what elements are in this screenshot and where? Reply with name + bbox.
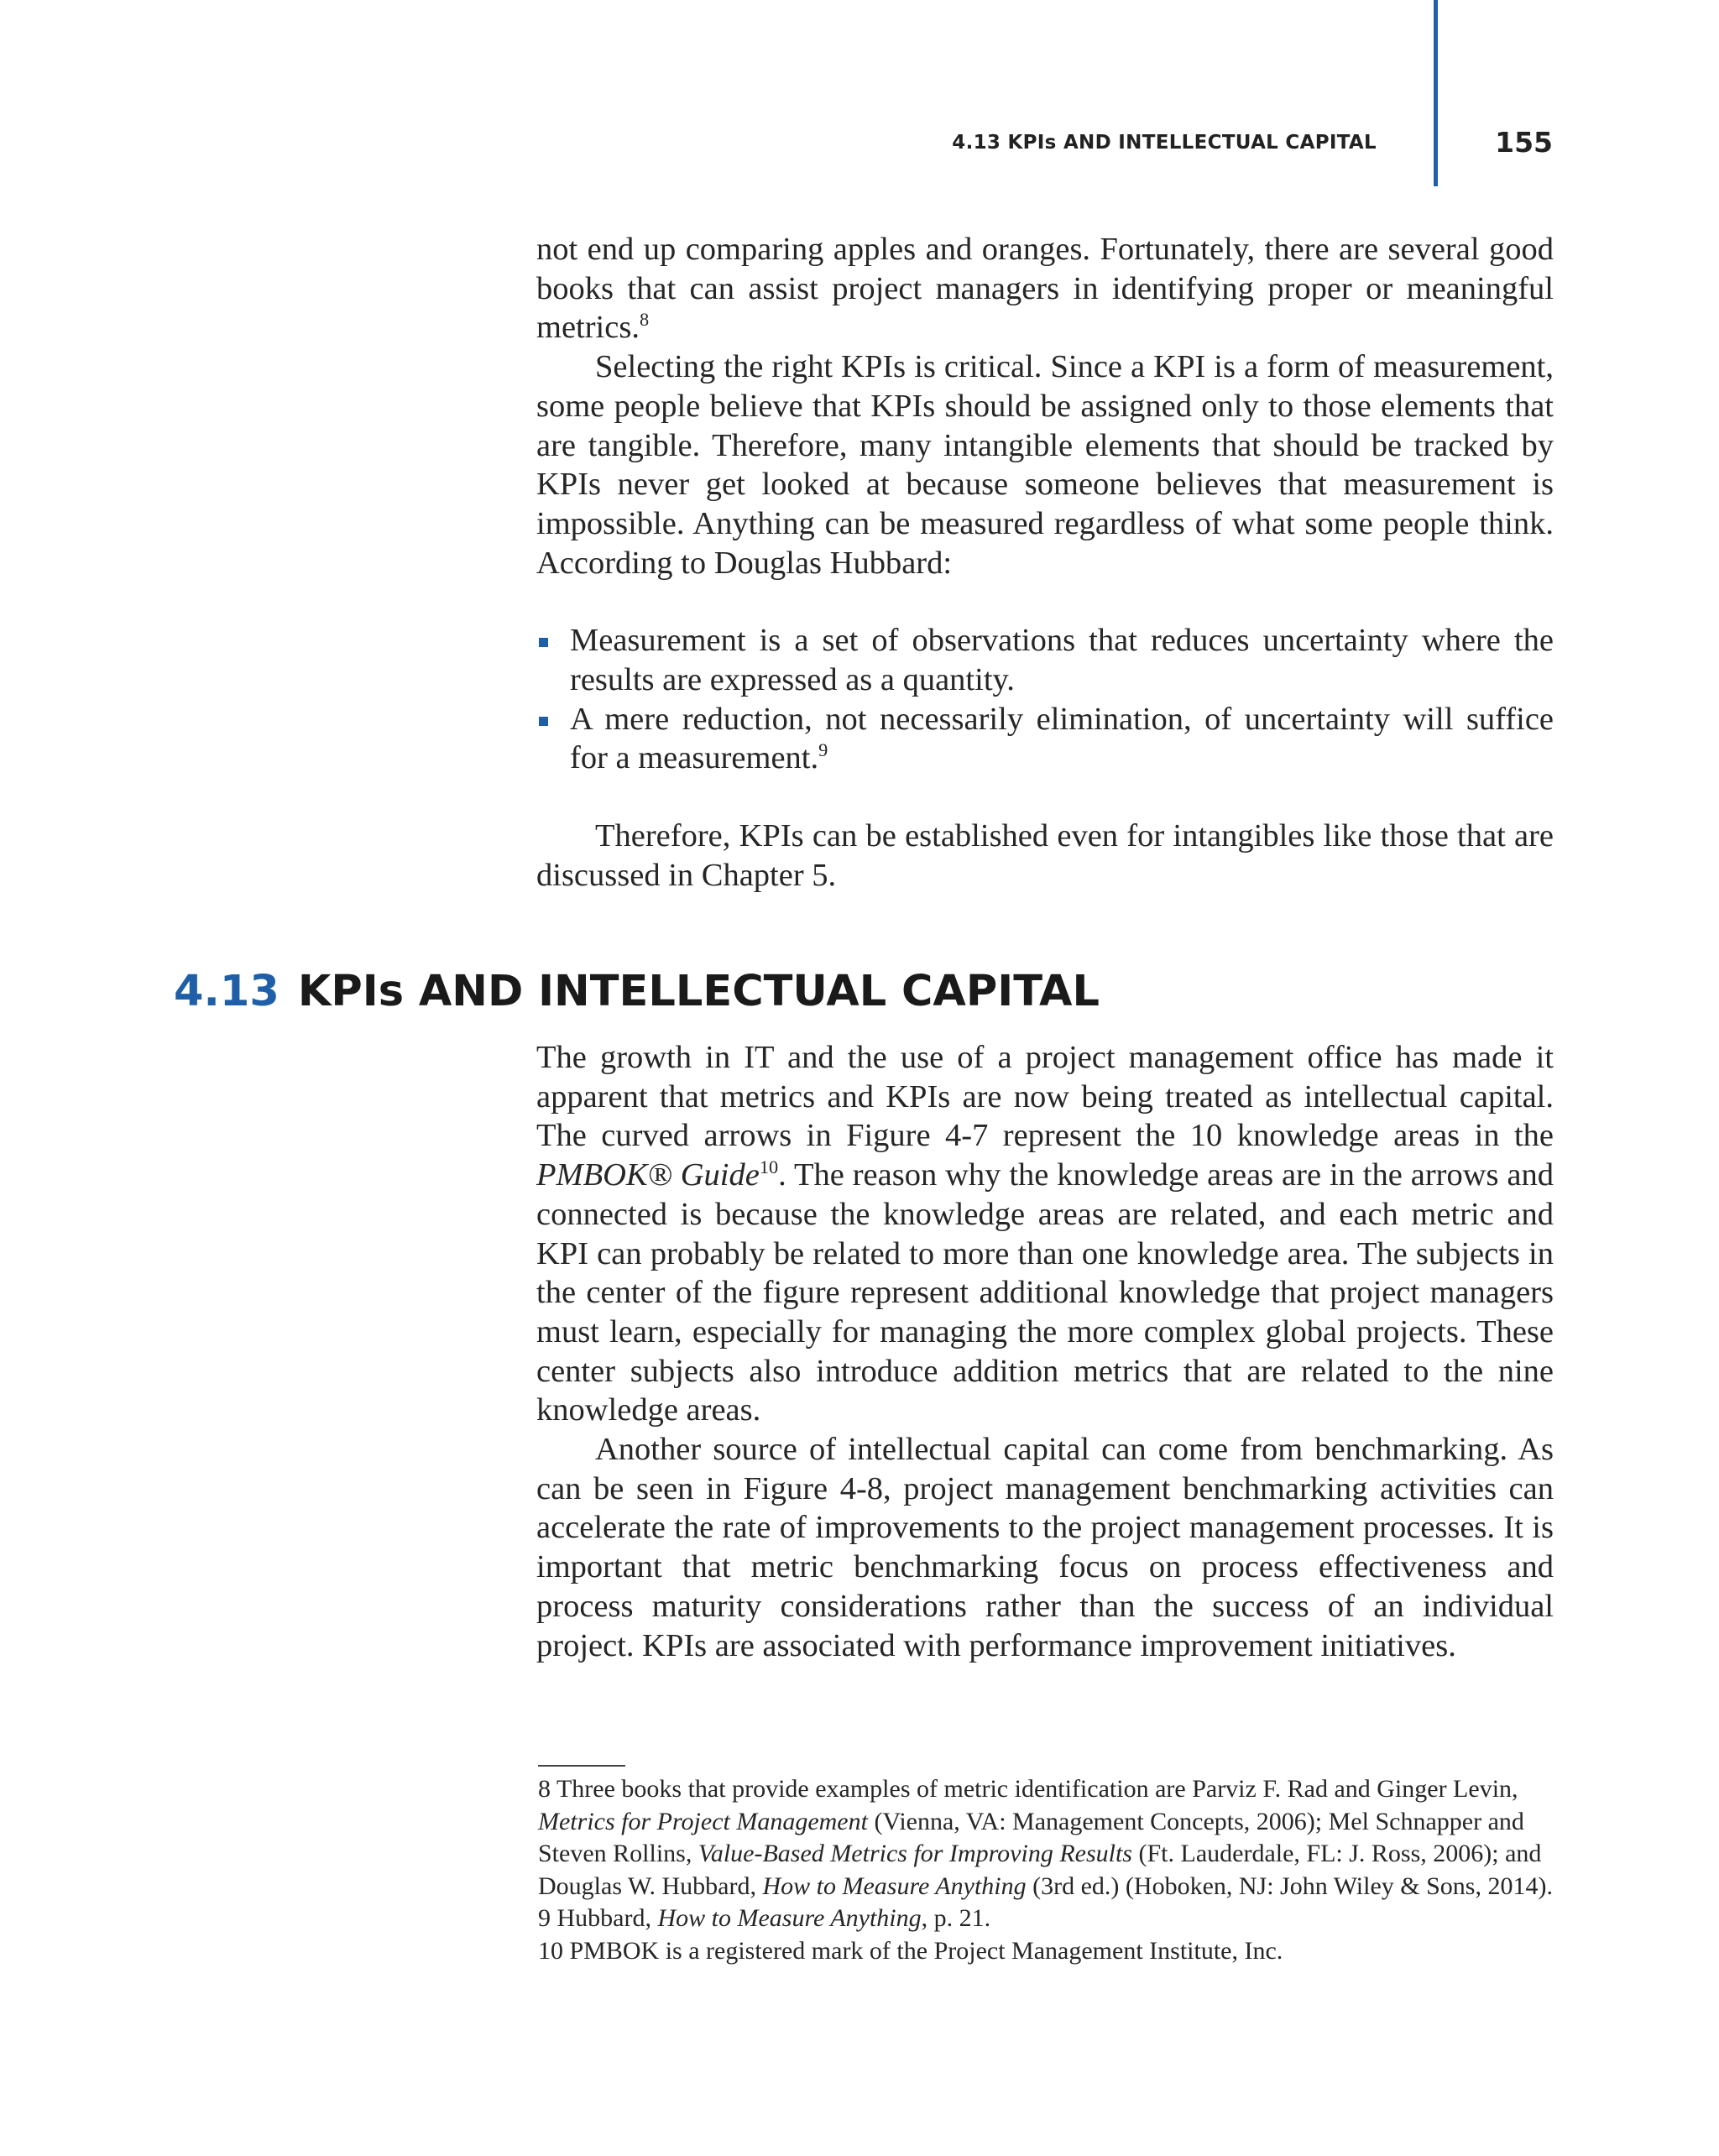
bullet-text: Measurement is a set of observations that reduces uncertainty where the results are expressed as a quantity. [570, 623, 1554, 698]
bullet-item [536, 700, 1554, 778]
running-head: 4.13 KPIs AND INTELLECTUAL CAPITAL [952, 132, 1377, 154]
footnotes [538, 1773, 1554, 1967]
footnote-text: (3rd ed.) (Hoboken, NJ: John Wiley & Sons, 2014). [1026, 1871, 1553, 1900]
book-title: Value-Based Metrics for Improving Results [698, 1840, 1132, 1867]
page-number: 155 [1495, 126, 1553, 159]
paragraph-text: not end up comparing apples and oranges. Fortunately, there are several good books that can assist project managers in identifying proper or meaningful metrics. [536, 232, 1554, 346]
paragraph-text: The growth in IT and the use of a project management office has made it apparent that metrics and KPIs are now being treated as intellectual capital. The curved arrows in Figure 4-7 represent the 10 knowledge areas in the [536, 1040, 1554, 1154]
book-title: How to Measure Anything [762, 1871, 1027, 1900]
square-bullet-icon [539, 638, 548, 647]
footnote-8 [538, 1773, 1554, 1903]
footnote-text: , p. 21. [921, 1904, 991, 1932]
paragraph-therefore: Therefore, KPIs can be established even for intangibles like those that are discussed in Chapter 5. [536, 818, 1554, 893]
footnote-text: (Ft. Lauderdale, FL: J. Ross, 2006); and Douglas W. Hubbard, [538, 1840, 1542, 1900]
footnote-text: (Vienna, VA: Management Concepts, 2006); Mel Schnapper and Steven Rollins, [538, 1807, 1524, 1867]
section-heading [174, 967, 1100, 1016]
book-title: How to Measure Anything [657, 1904, 922, 1932]
footnote-ref-9[interactable]: 9 [818, 739, 828, 761]
paragraph-growth [536, 1038, 1554, 1430]
paragraph-selecting-kpis: Selecting the right KPIs is critical. Since a KPI is a form of measurement, some people believe that KPIs should be assigned only to those elements that are tangible. Therefore, many intangible elements that should be tracked by KPIs never get looked at because someone believes that measurement is impossible. Anything can be measured regardless of what some people think. According to Douglas Hubbard: [536, 349, 1554, 581]
section-title: KPIs AND INTELLECTUAL CAPITAL [297, 967, 1100, 1016]
square-bullet-icon [539, 717, 548, 726]
pmbok-guide-title: PMBOK® Guide [536, 1157, 760, 1193]
paragraph-continued [536, 230, 1554, 347]
footnote-text: Three books that provide examples of metric identification are Parviz F. Rad and Ginger Levin, [556, 1775, 1518, 1803]
footnote-text: PMBOK is a registered mark of the Project Management Institute, Inc. [569, 1936, 1283, 1965]
header-vertical-rule [1434, 0, 1438, 186]
footnote-10 [538, 1935, 1554, 1968]
section-number: 4.13 [174, 967, 280, 1016]
bullet-text: A mere reduction, not necessarily elimination, of uncertainty will suffice for a measurement. [570, 701, 1554, 776]
footnote-9 [538, 1903, 1554, 1935]
paragraph-benchmarking: Another source of intellectual capital can come from benchmarking. As can be seen in Figure 4-8, project management benchmarking activities can accelerate the rate of improvements to the project management processes. It is important that metric benchmarking focus on process effectiveness and process maturity considerations rather than the success of an individual project. KPIs are associated with performance improvement initiatives. [536, 1432, 1554, 1663]
hubbard-bullet-list [536, 621, 1554, 778]
footnote-rule [538, 1765, 625, 1767]
upper-body [536, 230, 1554, 895]
bullet-item [536, 621, 1554, 699]
footnote-ref-8[interactable]: 8 [639, 309, 650, 331]
footnote-number: 8 [538, 1775, 551, 1803]
footnote-text: Hubbard, [556, 1904, 658, 1932]
footnote-ref-10[interactable]: 10 [759, 1156, 779, 1178]
paragraph-text: . The reason why the knowledge areas are in the arrows and connected is because the knowledge areas are related, and each metric and KPI can probably be related to more than one knowledge area. The subjects in the center of the figure represent additional knowledge that project managers must learn, especially for managing the more complex global projects. These center subjects also introduce addition metrics that are related to the nine knowledge areas. [536, 1157, 1554, 1428]
footnote-number: 9 [538, 1904, 551, 1932]
book-title: Metrics for Project Management [538, 1807, 868, 1835]
section-body [536, 1038, 1554, 1665]
footnote-number: 10 [538, 1936, 563, 1965]
